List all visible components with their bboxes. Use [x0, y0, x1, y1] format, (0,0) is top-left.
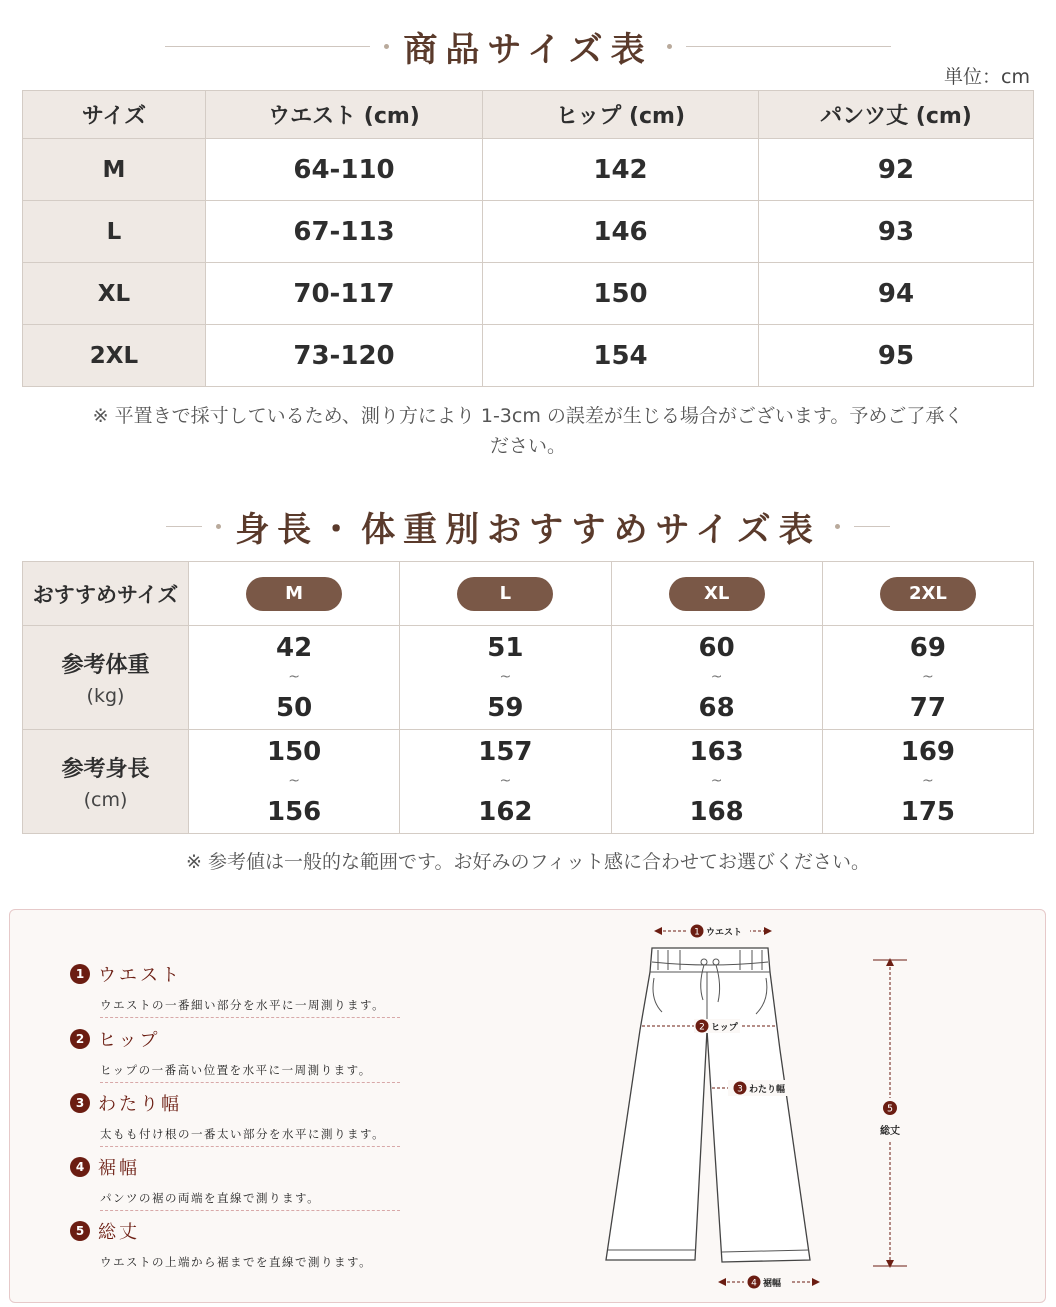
weight-unit: (kg) — [86, 685, 125, 707]
weight-label: 参考体重 — [61, 653, 150, 678]
guide-desc: ウエストの上端から裾までを直線で測ります。 — [100, 1255, 373, 1269]
title-rule-right — [686, 46, 891, 47]
length-cell: 92 — [759, 139, 1034, 201]
number-badge: 5 — [70, 1221, 90, 1241]
recommend-title: 身長・体重別おすすめサイズ表 — [235, 510, 821, 550]
range-min: 42 — [276, 632, 313, 663]
diagram-label-waist: ウエスト — [706, 928, 743, 938]
guide-item-thigh — [70, 1090, 400, 1142]
range-tilde: ~ — [710, 668, 723, 685]
badge-num: 4 — [751, 1278, 757, 1289]
table-row — [23, 626, 1034, 730]
measurement-guide — [9, 909, 1046, 1303]
size-note-line2: ださい。 — [489, 435, 566, 457]
range-tilde: ~ — [922, 772, 934, 789]
guide-desc: パンツの裾の両端を直線で測ります。 — [100, 1191, 321, 1205]
diagram-label-hip: ヒップ — [711, 1023, 738, 1033]
size-cell: M — [23, 139, 206, 201]
guide-title: 総丈 — [98, 1222, 140, 1243]
height-range-cell — [611, 730, 822, 834]
guide-item-total — [70, 1218, 400, 1270]
title-dot — [384, 44, 389, 49]
range-min: 60 — [698, 632, 735, 663]
title-dot — [216, 524, 221, 529]
table-row — [23, 201, 1034, 263]
guide-item-hip — [70, 1026, 400, 1078]
table-row — [23, 139, 1034, 201]
size-pill-cell — [822, 562, 1033, 626]
range-tilde: ~ — [499, 668, 512, 685]
height-range-cell — [400, 730, 611, 834]
table-row — [23, 562, 1034, 626]
weight-range-cell — [400, 626, 611, 730]
range-min: 163 — [689, 736, 744, 767]
badge-num: 5 — [886, 1103, 894, 1115]
badge-num: 1 — [694, 927, 700, 938]
range-max: 68 — [698, 692, 735, 723]
size-table — [22, 90, 1034, 387]
hip-cell: 154 — [483, 325, 759, 387]
range-max: 175 — [900, 796, 956, 827]
title-dot — [835, 524, 840, 529]
size-pill-cell — [611, 562, 822, 626]
length-cell: 95 — [759, 325, 1034, 387]
guide-title: ウエスト — [98, 965, 182, 986]
range-min: 169 — [900, 736, 956, 767]
pants-diagram — [570, 910, 950, 1304]
waist-cell: 64-110 — [206, 139, 483, 201]
size-pill: M — [246, 577, 342, 611]
badge-num: 3 — [737, 1084, 743, 1095]
guide-item-hem — [70, 1154, 400, 1206]
title-rule-left — [166, 526, 202, 527]
header-hip: ヒップ (cm) — [483, 91, 759, 139]
waist-cell: 73-120 — [206, 325, 483, 387]
table-row — [23, 263, 1034, 325]
height-label: 参考身長 — [61, 757, 150, 782]
size-pill-cell — [189, 562, 400, 626]
title-rule-right — [854, 526, 890, 527]
recommend-size-label-cell — [23, 562, 189, 626]
size-chart-title: 商品サイズ表 — [403, 30, 653, 70]
height-range-cell — [189, 730, 400, 834]
guide-item-waist — [70, 961, 400, 1013]
size-note — [40, 401, 1016, 461]
range-tilde: ~ — [288, 668, 300, 685]
title-rule-left — [165, 46, 370, 47]
badge-num: 2 — [699, 1022, 705, 1033]
header-size: サイズ — [23, 91, 206, 139]
height-unit: (cm) — [83, 789, 128, 811]
recommend-size-label: おすすめサイズ — [32, 582, 179, 607]
length-cell: 93 — [759, 201, 1034, 263]
range-max: 50 — [276, 692, 313, 723]
diagram-label-thigh: わたり幅 — [749, 1085, 786, 1095]
waist-cell: 67-113 — [206, 201, 483, 263]
diagram-label-hem: 裾幅 — [763, 1279, 782, 1289]
range-tilde: ~ — [710, 772, 723, 789]
size-chart-title-bar — [0, 22, 1056, 71]
recommend-title-bar — [0, 502, 1056, 551]
height-label-cell — [23, 730, 189, 834]
range-max: 168 — [689, 796, 744, 827]
range-tilde: ~ — [499, 772, 512, 789]
table-row — [23, 325, 1034, 387]
recommend-table — [22, 561, 1034, 834]
size-pill: XL — [669, 577, 765, 611]
header-waist: ウエスト (cm) — [206, 91, 483, 139]
range-min: 51 — [487, 632, 524, 663]
title-dot — [667, 44, 672, 49]
range-min: 157 — [478, 736, 533, 767]
number-badge: 4 — [70, 1157, 90, 1177]
table-row — [23, 730, 1034, 834]
range-max: 77 — [909, 692, 946, 723]
number-badge: 1 — [70, 964, 90, 984]
weight-range-cell — [611, 626, 822, 730]
size-pill: L — [457, 577, 553, 611]
weight-range-cell — [189, 626, 400, 730]
range-max: 156 — [266, 796, 322, 827]
size-pill-cell — [400, 562, 611, 626]
divider — [100, 1146, 400, 1147]
range-min: 150 — [266, 736, 322, 767]
unit-label: 単位：cm — [944, 66, 1030, 88]
hip-cell: 146 — [483, 201, 759, 263]
divider — [100, 1017, 400, 1018]
waist-cell: 70-117 — [206, 263, 483, 325]
number-badge: 3 — [70, 1093, 90, 1113]
pants-outline — [606, 948, 810, 1262]
size-cell: L — [23, 201, 206, 263]
hip-cell: 150 — [483, 263, 759, 325]
number-badge: 2 — [70, 1029, 90, 1049]
guide-desc: 太もも付け根の一番太い部分を水平に測ります。 — [100, 1127, 386, 1141]
length-cell: 94 — [759, 263, 1034, 325]
size-pill: 2XL — [880, 577, 976, 611]
guide-title: 裾幅 — [98, 1158, 140, 1179]
weight-label-cell — [23, 626, 189, 730]
diagram-label-total: 総丈 — [880, 1126, 900, 1137]
divider — [100, 1210, 400, 1211]
weight-range-cell — [822, 626, 1033, 730]
size-note-line1: ※ 平置きで採寸しているため、測り方により 1-3cm の誤差が生じる場合がございます。予めご了承く — [92, 405, 964, 427]
guide-desc: ウエストの一番細い部分を水平に一周測ります。 — [100, 998, 386, 1012]
range-min: 69 — [909, 632, 946, 663]
size-cell: XL — [23, 263, 206, 325]
hip-cell: 142 — [483, 139, 759, 201]
size-cell: 2XL — [23, 325, 206, 387]
height-range-cell — [822, 730, 1033, 834]
range-max: 59 — [487, 692, 524, 723]
recommend-note: ※ 参考値は一般的な範囲です。お好みのフィット感に合わせてお選びください。 — [186, 851, 870, 873]
range-tilde: ~ — [288, 772, 300, 789]
header-length: パンツ丈 (cm) — [759, 91, 1034, 139]
divider — [100, 1082, 400, 1083]
guide-title: わたり幅 — [98, 1094, 182, 1115]
range-tilde: ~ — [922, 668, 934, 685]
range-max: 162 — [478, 796, 533, 827]
guide-title: ヒップ — [98, 1030, 161, 1051]
guide-desc: ヒップの一番高い位置を水平に一周測ります。 — [100, 1063, 372, 1077]
